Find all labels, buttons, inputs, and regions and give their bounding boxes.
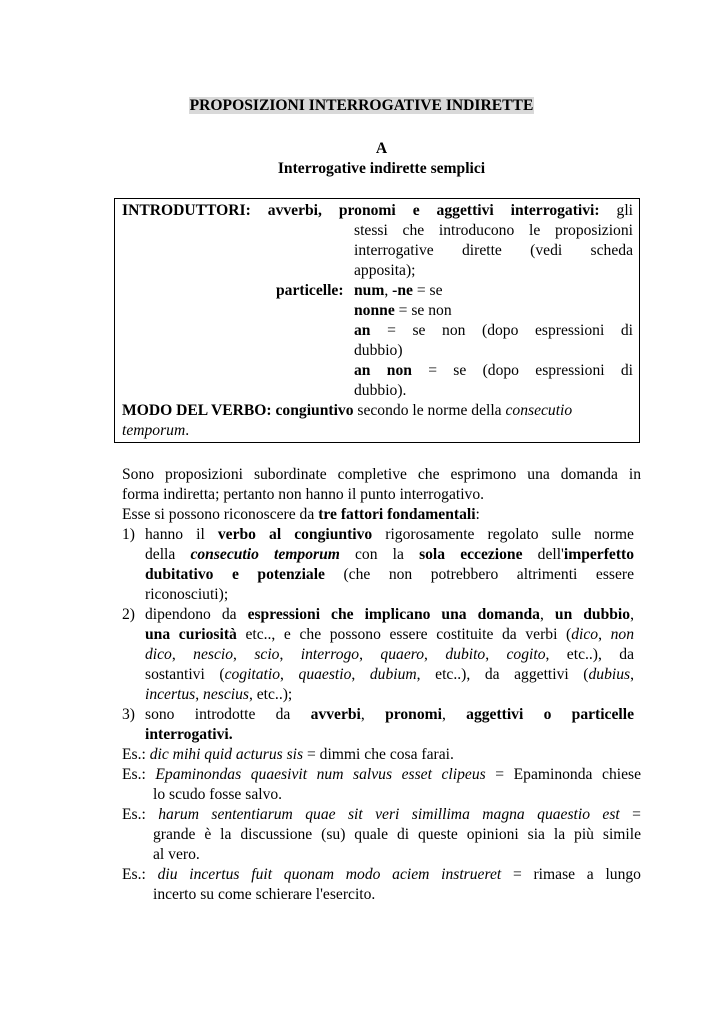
- item-1-l2e: dell': [522, 546, 564, 563]
- item-2-l3a: dico: [145, 646, 172, 663]
- item-2-l5c: nescius: [203, 686, 249, 703]
- example-3-cont-2: al vero.: [153, 846, 200, 863]
- example-4: [122, 865, 641, 885]
- item-1-l2d: sola eccezione: [419, 546, 523, 563]
- particella-an-cont: dubbio): [354, 342, 403, 359]
- item-1-line-2: [145, 545, 634, 565]
- example-3-cont-1: grande è la discussione (su) quale di queste opinioni sia la più simile: [153, 826, 641, 843]
- item-1-line-4: riconosciuti);: [145, 586, 229, 603]
- modo-verbo-cont: [122, 421, 189, 441]
- item-2-l3e: scio: [254, 646, 280, 663]
- item-2-number: 2): [122, 606, 135, 623]
- item-2-l3m: cogito: [506, 646, 546, 663]
- particella-an: [354, 321, 633, 341]
- item-2-line-2: [145, 625, 634, 645]
- item-2-l4a: sostantivi (: [145, 666, 225, 683]
- item-2-l4i: ,: [630, 666, 634, 683]
- item-1-l2f: imperfetto: [563, 546, 635, 563]
- particella-an-non-cont: dubbio).: [354, 382, 407, 399]
- item-2-l1b: espressioni che implicano una domanda: [247, 606, 540, 623]
- item-1-l3a: dubitativo e potenziale: [145, 566, 325, 583]
- example-4-cont: incerto su come schierare l'esercito.: [153, 886, 376, 903]
- example-1-label: Es.:: [122, 746, 150, 763]
- introduttori-line: [122, 201, 633, 221]
- item-3-l1b: avverbi: [310, 706, 361, 723]
- item-1-l2a: della: [145, 546, 191, 563]
- intro-line-3: [122, 505, 480, 525]
- particella-nonne: [354, 301, 452, 321]
- item-2-l4h: dubius: [588, 666, 631, 683]
- example-3-translation: =: [619, 806, 641, 823]
- example-2-translation: = Epaminonda chiese: [485, 766, 641, 783]
- item-2-l4c: ,: [280, 666, 299, 683]
- modo-italic-2: temporum: [122, 422, 186, 439]
- example-3-label: Es.:: [122, 806, 159, 823]
- particella-nonne-term: nonne: [354, 302, 395, 319]
- item-2-l3d: ,: [233, 646, 255, 663]
- item-2-l4d: quaestio: [298, 666, 352, 683]
- example-3-latin: harum sententiarum quae sit veri simillima magna quaestio est: [158, 806, 620, 823]
- page-title-text: PROPOSIZIONI INTERROGATIVE INDIRETTE: [189, 97, 534, 114]
- example-1: [122, 745, 454, 765]
- modo-bold: congiuntivo: [275, 402, 354, 419]
- item-1-l1a: hanno il: [145, 526, 218, 543]
- item-2-line-4: [145, 665, 634, 685]
- item-2-l3c: nescio: [193, 646, 234, 663]
- particella-an-non-eq: = se (dopo espressioni di: [411, 362, 633, 379]
- example-4-translation: = rimase a lungo: [501, 866, 641, 883]
- item-2-l5d: , etc..);: [248, 686, 293, 703]
- item-2-l1c: ,: [539, 606, 555, 623]
- item-3-l1f: aggettivi o particelle: [466, 706, 634, 723]
- example-2-label: Es.:: [122, 766, 156, 783]
- introduttori-cont-2: interrogative dirette (vedi scheda: [354, 242, 633, 259]
- example-1-latin: dic mihi quid acturus sis: [149, 746, 304, 763]
- item-1-l3b: (che non potrebbero altrimenti essere: [324, 566, 634, 583]
- particella-an-non-term: an non: [354, 362, 412, 379]
- particella-ne-term: -ne: [392, 282, 413, 299]
- item-2-line-5: [145, 685, 292, 705]
- item-1-l1b: verbo al congiuntivo: [217, 526, 373, 543]
- item-2-l4e: ,: [351, 666, 370, 683]
- item-3-line-2: interrogativi.: [145, 726, 233, 743]
- item-3-l1d: pronomi: [385, 706, 442, 723]
- item-2-l3k: dubito: [445, 646, 486, 663]
- example-1-translation: = dimmi che cosa farai.: [303, 746, 454, 763]
- item-2-l1e: ,: [630, 606, 634, 623]
- intro-3c: :: [475, 506, 480, 523]
- particelle-label: particelle:: [276, 282, 344, 299]
- item-1-l1c: rigorosamente regolato sulle norme: [372, 526, 634, 543]
- item-2-l3i: quaero: [380, 646, 425, 663]
- introduttori-cont-3: apposita);: [354, 262, 416, 279]
- item-2-l2d: ,: [598, 626, 611, 643]
- item-2-l2a: una curiosità: [145, 626, 237, 643]
- introduttori-bold: avverbi, pronomi e aggettivi interrogativi:: [267, 202, 600, 219]
- item-2-l3l: ,: [485, 646, 507, 663]
- item-2-l5b: ,: [195, 686, 204, 703]
- item-2-line-3: [145, 645, 634, 665]
- item-3-line-1: [145, 705, 634, 725]
- item-1-line-3: [145, 565, 634, 585]
- item-3-l1e: ,: [441, 706, 467, 723]
- item-1-l2c: con la: [339, 546, 420, 563]
- item-1-line-1: [145, 525, 634, 545]
- item-2-l3g: interrogo: [300, 646, 360, 663]
- section-subtitle: Interrogative indirette semplici: [277, 160, 486, 177]
- item-2-l3b: ,: [171, 646, 194, 663]
- item-2-l2c: dico: [571, 626, 599, 643]
- modo-verbo-line: [122, 401, 572, 421]
- item-3-number: 3): [122, 706, 135, 723]
- example-2-latin: Epaminondas quaesivit num salvus esset clipeus: [155, 766, 486, 783]
- intro-3b: tre fattori fondamentali: [318, 506, 476, 523]
- introduttori-label: INTRODUTTORI:: [122, 202, 251, 219]
- example-2-cont: lo scudo fosse salvo.: [153, 786, 283, 803]
- item-2-l2e: non: [610, 626, 635, 643]
- item-2-l4b: cogitatio: [224, 666, 281, 683]
- particella-num-eq: = se: [412, 282, 443, 299]
- particella-an-non: [354, 361, 633, 381]
- particella-an-eq: = se non (dopo espressioni di: [370, 322, 633, 339]
- example-3: [122, 805, 641, 825]
- item-2-line-1: [145, 605, 634, 625]
- modo-label: MODO DEL VERBO:: [122, 402, 272, 419]
- item-1-l2b: consecutio temporum: [190, 546, 340, 563]
- intro-3a: Esse si possono riconoscere da: [122, 506, 319, 523]
- item-2-l5a: incertus: [145, 686, 196, 703]
- item-2-l1d: un dubbio: [554, 606, 631, 623]
- modo-rest: secondo le norme della: [353, 402, 506, 419]
- particella-num: [354, 281, 443, 301]
- introduttori-rest: gli: [616, 202, 633, 219]
- intro-line-1: Sono proposizioni subordinate completive che esprimono una domanda in: [122, 466, 641, 483]
- page-title: [0, 96, 723, 116]
- particella-nonne-eq: = se non: [394, 302, 452, 319]
- particella-an-term: an: [354, 322, 371, 339]
- item-2-l3h: ,: [359, 646, 381, 663]
- item-3-l1c: ,: [360, 706, 386, 723]
- item-1-number: 1): [122, 526, 135, 543]
- example-2: [122, 765, 641, 785]
- item-2-l3f: ,: [279, 646, 301, 663]
- item-2-l3j: ,: [424, 646, 446, 663]
- section-letter: A: [375, 140, 388, 157]
- particella-sep: ,: [384, 282, 393, 299]
- intro-line-2: forma indiretta; pertanto non hanno il punto interrogativo.: [122, 486, 485, 503]
- example-4-latin: diu incertus fuit quonam modo aciem instrueret: [157, 866, 502, 883]
- modo-italic: consecutio: [505, 402, 573, 419]
- item-2-l2b: etc.., e che possono essere costituite da verbi (: [236, 626, 572, 643]
- item-2-l4g: , etc..), da aggettivi (: [416, 666, 589, 683]
- item-2-l3n: , etc..), da: [545, 646, 635, 663]
- item-2-l4f: dubium: [369, 666, 417, 683]
- item-2-l1a: dipendono da: [145, 606, 248, 623]
- example-4-label: Es.:: [122, 866, 158, 883]
- modo-end: .: [185, 422, 190, 439]
- particella-num-term: num: [354, 282, 385, 299]
- introduttori-cont-1: stessi che introducono le proposizioni: [354, 222, 633, 239]
- item-3-l1a: sono introdotte da: [145, 706, 311, 723]
